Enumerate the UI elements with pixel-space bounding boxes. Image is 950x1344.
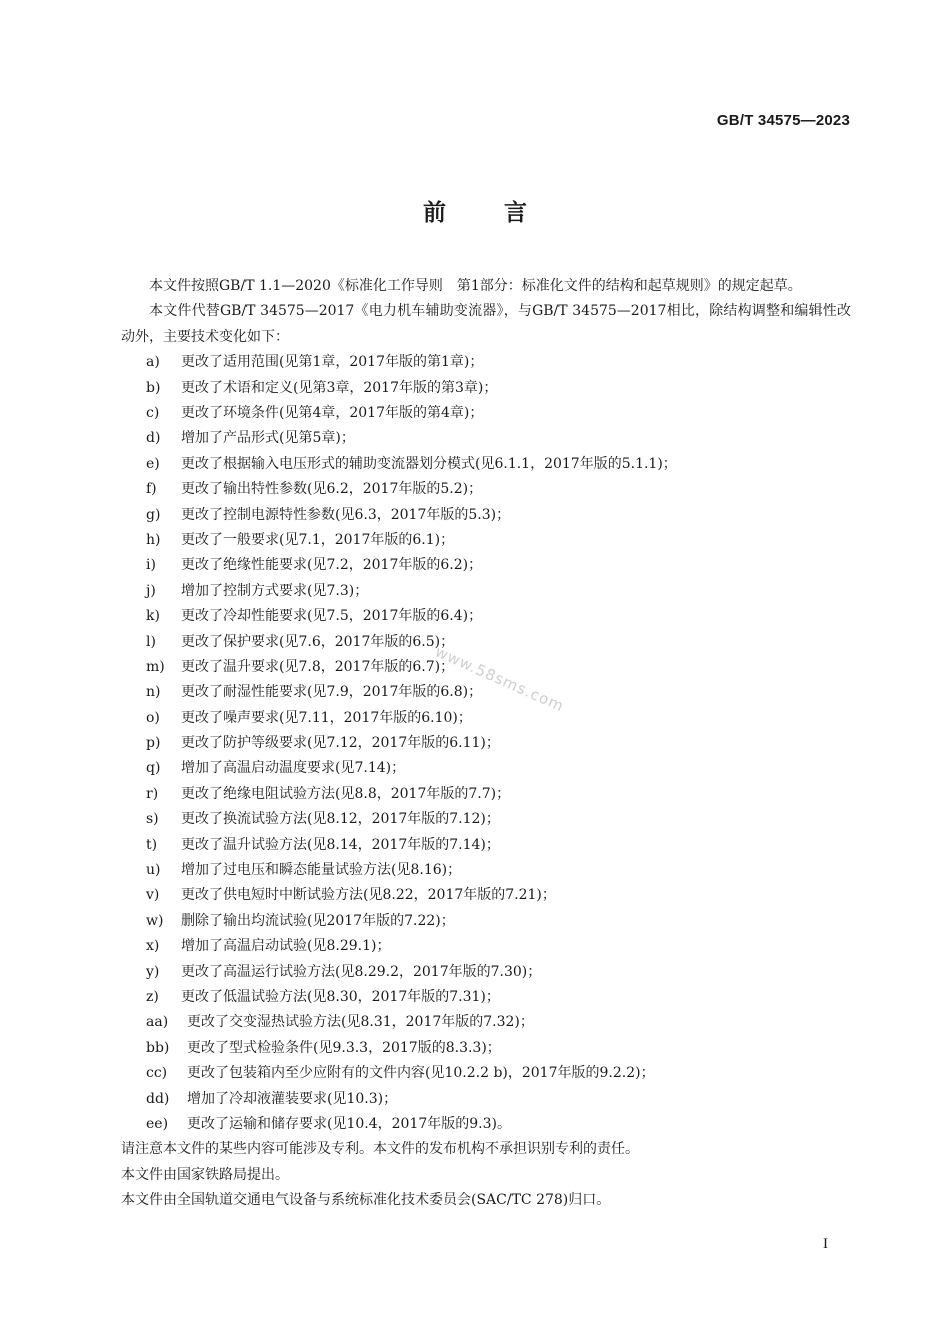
list-item	[121, 1087, 851, 1112]
list-item-text: 更改了防护等级要求(见7.12，2017年版的6.11)；	[181, 735, 500, 752]
list-marker: s)	[146, 811, 159, 828]
list-marker: h)	[146, 531, 161, 548]
list-marker: n)	[146, 684, 161, 701]
list-item	[121, 579, 851, 604]
list-item-text: 更改了耐湿性能要求(见7.9，2017年版的6.8)；	[181, 684, 483, 701]
list-item	[121, 782, 851, 807]
list-item	[121, 1036, 851, 1061]
list-item-text: 更改了绝缘性能要求(见7.2，2017年版的6.2)；	[181, 557, 483, 574]
list-item	[121, 452, 851, 477]
list-item-text: 删除了输出均流试验(见2017年版的7.22)；	[181, 912, 455, 929]
list-marker: f)	[146, 481, 157, 498]
list-item-text: 更改了供电短时中断试验方法(见8.22，2017年版的7.21)；	[181, 887, 556, 904]
list-item	[121, 1061, 851, 1086]
list-marker: w)	[146, 912, 164, 929]
list-item	[121, 503, 851, 528]
list-marker: c)	[146, 405, 160, 421]
list-marker: cc)	[146, 1065, 168, 1082]
list-marker: y)	[146, 963, 160, 980]
list-marker: b)	[146, 379, 161, 396]
standard-code: GB/T 34575—2023	[716, 112, 850, 129]
list-marker: m)	[146, 658, 165, 675]
list-item-text: 更改了环境条件(见第4章，2017年版的第4章)；	[181, 405, 484, 421]
page-number: I	[823, 1236, 828, 1252]
intro-paragraph-drafting: 本文件按照GB/T 1.1—2020《标准化工作导则 第1部分：标准化文件的结构和起草规则》的规定起草。	[149, 278, 802, 294]
list-item	[121, 985, 851, 1010]
list-marker: d)	[146, 430, 161, 447]
list-marker: p)	[146, 735, 161, 752]
list-item	[121, 680, 851, 705]
list-marker: t)	[146, 836, 158, 853]
list-item	[121, 553, 851, 578]
document-body	[121, 274, 851, 1214]
list-item-text: 更改了高温运行试验方法(见8.29.2，2017年版的7.30)；	[181, 963, 542, 980]
list-item-text: 更改了输出特性参数(见6.2，2017年版的5.2)；	[181, 481, 483, 498]
list-item	[121, 833, 851, 858]
committee-statement: 本文件由全国轨道交通电气设备与系统标准化技术委员会(SAC/TC 278)归口。	[121, 1192, 611, 1209]
list-marker: k)	[146, 608, 160, 625]
list-item-text: 更改了温升试验方法(见8.14，2017年版的7.14)；	[181, 836, 500, 853]
list-item-text: 更改了温升要求(见7.8，2017年版的6.7)；	[181, 658, 455, 675]
list-item-text: 更改了绝缘电阻试验方法(见8.8，2017年版的7.7)；	[181, 785, 511, 802]
list-item	[121, 401, 851, 426]
list-marker: a)	[146, 354, 160, 371]
proposer-statement: 本文件由国家铁路局提出。	[121, 1166, 289, 1183]
list-item-text: 更改了控制电源特性参数(见6.3，2017年版的5.3)；	[181, 506, 511, 523]
list-marker: r)	[146, 785, 159, 802]
list-item-text: 增加了高温启动试验(见8.29.1)；	[181, 938, 391, 955]
list-item	[121, 756, 851, 781]
list-marker: l)	[146, 633, 156, 650]
list-marker: bb)	[146, 1039, 170, 1056]
list-item-text: 更改了适用范围(见第1章，2017年版的第1章)；	[181, 354, 484, 371]
list-item	[121, 426, 851, 451]
list-marker: q)	[146, 760, 161, 777]
list-item-text: 更改了噪声要求(见7.11，2017年版的6.10)；	[181, 709, 472, 726]
list-item	[121, 731, 851, 756]
list-item	[121, 934, 851, 959]
list-item	[121, 376, 851, 401]
list-item-text: 更改了运输和储存要求(见10.4，2017年版的9.3)。	[187, 1115, 511, 1132]
list-item	[121, 858, 851, 883]
list-item	[121, 909, 851, 934]
list-item-text: 更改了交变湿热试验方法(见8.31，2017年版的7.32)；	[187, 1014, 534, 1031]
watermark: www.58sms.com	[432, 642, 567, 716]
list-marker: e)	[146, 455, 160, 472]
list-marker: x)	[146, 938, 160, 955]
list-marker: aa)	[146, 1014, 169, 1031]
list-item	[121, 1112, 851, 1137]
list-item-text: 增加了高温启动温度要求(见7.14)；	[181, 760, 406, 777]
page-title: 前言	[423, 200, 585, 226]
list-item	[121, 706, 851, 731]
list-item	[121, 630, 851, 655]
list-item-text: 更改了换流试验方法(见8.12，2017年版的7.12)；	[181, 811, 500, 828]
list-item	[121, 604, 851, 629]
list-item-text: 更改了保护要求(见7.6，2017年版的6.5)；	[181, 633, 455, 650]
list-item-text: 更改了型式检验条件(见9.3.3，2017版的8.3.3)；	[187, 1039, 501, 1056]
list-item-text: 增加了过电压和瞬态能量试验方法(见8.16)；	[181, 862, 462, 879]
list-item-text: 更改了包装箱内至少应附有的文件内容(见10.2.2 b)，2017年版的9.2.2)；	[187, 1065, 655, 1082]
list-item	[121, 477, 851, 502]
list-item	[121, 960, 851, 985]
list-marker: j)	[146, 582, 156, 599]
list-marker: o)	[146, 709, 160, 726]
list-item-text: 更改了冷却性能要求(见7.5，2017年版的6.4)；	[181, 608, 483, 625]
list-item-text: 更改了一般要求(见7.1，2017年版的6.1)；	[181, 531, 455, 548]
list-item	[121, 883, 851, 908]
patent-notice: 请注意本文件的某些内容可能涉及专利。本文件的发布机构不承担识别专利的责任。	[121, 1141, 639, 1158]
list-item	[121, 807, 851, 832]
list-item-text: 更改了术语和定义(见第3章，2017年版的第3章)；	[181, 379, 498, 396]
list-marker: v)	[146, 887, 160, 904]
list-item-text: 增加了控制方式要求(见7.3)；	[181, 582, 369, 599]
list-marker: i)	[146, 557, 156, 574]
list-item	[121, 1010, 851, 1035]
list-item-text: 更改了低温试验方法(见8.30，2017年版的7.31)；	[181, 988, 500, 1005]
list-marker: ee)	[146, 1115, 169, 1132]
list-marker: g)	[146, 506, 161, 523]
list-item-text: 更改了根据输入电压形式的辅助变流器划分模式(见6.1.1，2017年版的5.1.1)；	[181, 455, 677, 472]
list-item-text: 增加了产品形式(见第5章)；	[181, 430, 355, 447]
list-item	[121, 350, 851, 375]
intro-paragraph-replacement: 本文件代替GB/T 34575—2017《电力机车辅助变流器》，与GB/T 34575—2017相比，除结构调整和编辑性改动外，主要技术变化如下：	[121, 303, 851, 345]
list-item	[121, 528, 851, 553]
list-item-text: 增加了冷却液灌装要求(见10.3)；	[187, 1090, 398, 1107]
list-marker: u)	[146, 862, 161, 879]
changes-list	[121, 350, 851, 1137]
list-marker: z)	[146, 988, 159, 1005]
list-marker: dd)	[146, 1090, 170, 1107]
